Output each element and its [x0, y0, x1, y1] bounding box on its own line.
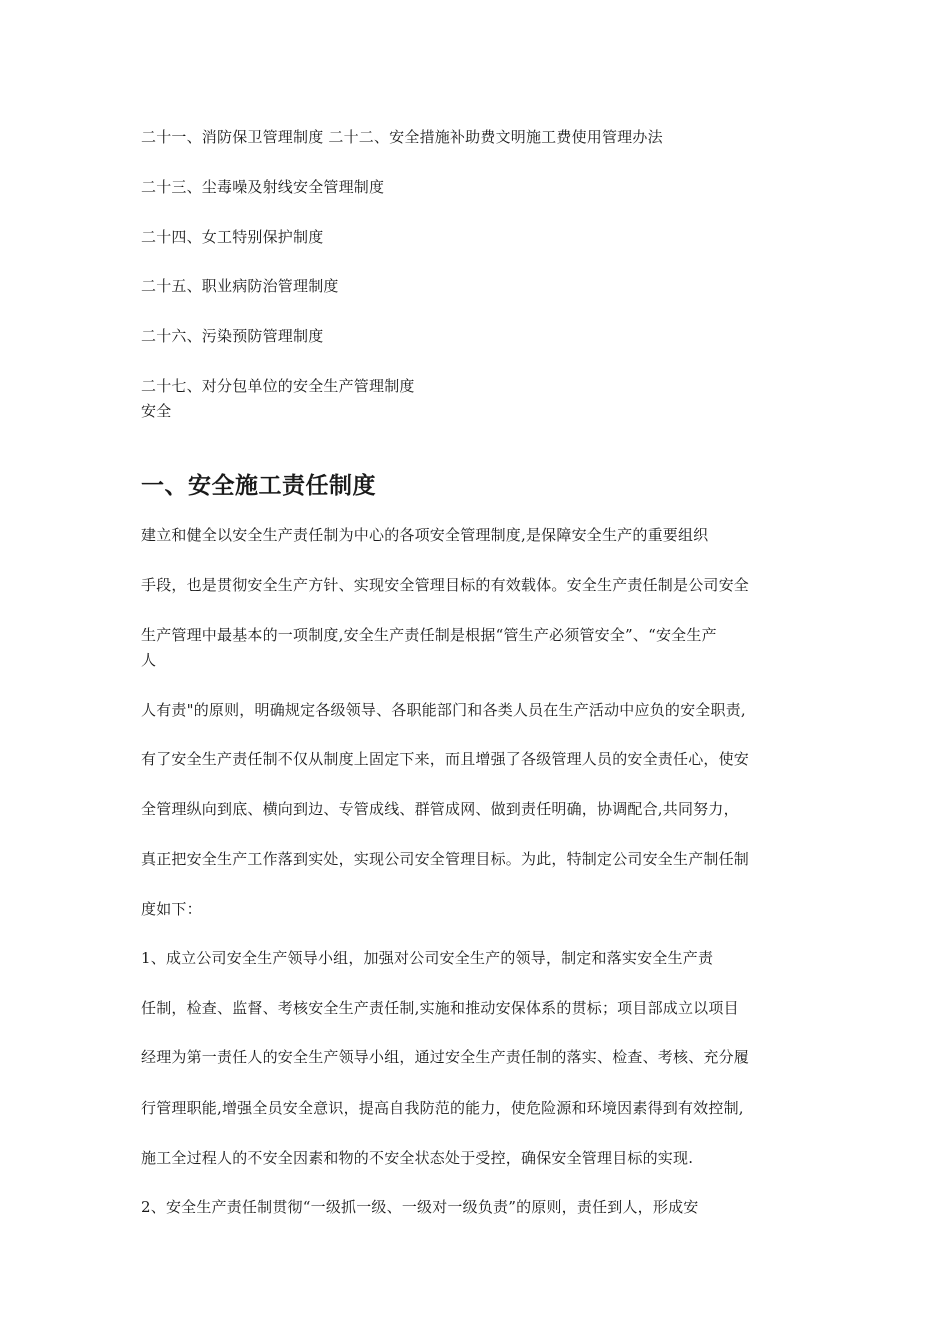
toc-item-25: 二十五、职业病防治管理制度	[141, 277, 339, 295]
toc-item-21-22: 二十一、消防保卫管理制度 二十二、安全措施补助费文明施工费使用管理办法	[141, 128, 663, 146]
section-heading: 一、安全施工责任制度	[141, 472, 376, 499]
body-line: 任制，检查、监督、考核安全生产责任制,实施和推动安保体系的贯标；项目部成立以项目	[141, 999, 739, 1017]
body-line: 有了安全生产责任制不仅从制度上固定下来，而且增强了各级管理人员的安全责任心，使安	[141, 750, 750, 768]
body-line: 经理为第一责任人的安全生产领导小组，通过安全生产责任制的落实、检查、考核、充分履	[141, 1048, 750, 1066]
body-line: 建立和健全以安全生产责任制为中心的各项安全管理制度,是保障安全生产的重要组织	[141, 526, 709, 544]
section-label: 安全	[141, 402, 172, 420]
toc-item-24: 二十四、女工特别保护制度	[141, 228, 324, 246]
body-line: 施工全过程人的不安全因素和物的不安全状态处于受控，确保安全管理目标的实现.	[141, 1149, 694, 1167]
body-line: 度如下：	[141, 900, 202, 918]
toc-item-23: 二十三、尘毒噪及射线安全管理制度	[141, 178, 385, 196]
body-line: 生产管理中最基本的一项制度,安全生产责任制是根据“管生产必须管安全”、“安全生产	[141, 626, 717, 644]
body-line: 2、安全生产责任制贯彻“一级抓一级、一级对一级负责”的原则，责任到人，形成安	[141, 1198, 699, 1216]
toc-item-27: 二十七、对分包单位的安全生产管理制度	[141, 377, 415, 395]
body-line: 人有责"的原则，明确规定各级领导、各职能部门和各类人员在生产活动中应负的安全职责,	[141, 701, 746, 719]
body-line: 手段，也是贯彻安全生产方针、实现安全管理目标的有效载体。安全生产责任制是公司安全	[141, 576, 750, 594]
body-line: 1、成立公司安全生产领导小组，加强对公司安全生产的领导，制定和落实安全生产责	[141, 949, 714, 967]
toc-item-26: 二十六、污染预防管理制度	[141, 327, 324, 345]
body-line: 真正把安全生产工作落到实处，实现公司安全管理目标。为此，特制定公司安全生产制任制	[141, 850, 750, 868]
body-line: 行管理职能,增强全员安全意识，提高自我防范的能力，使危险源和环境因素得到有效控制,	[141, 1099, 744, 1117]
body-line: 人	[141, 651, 157, 669]
body-line: 全管理纵向到底、横向到边、专管成线、群管成网、做到责任明确，协调配合,共同努力，	[141, 800, 739, 818]
